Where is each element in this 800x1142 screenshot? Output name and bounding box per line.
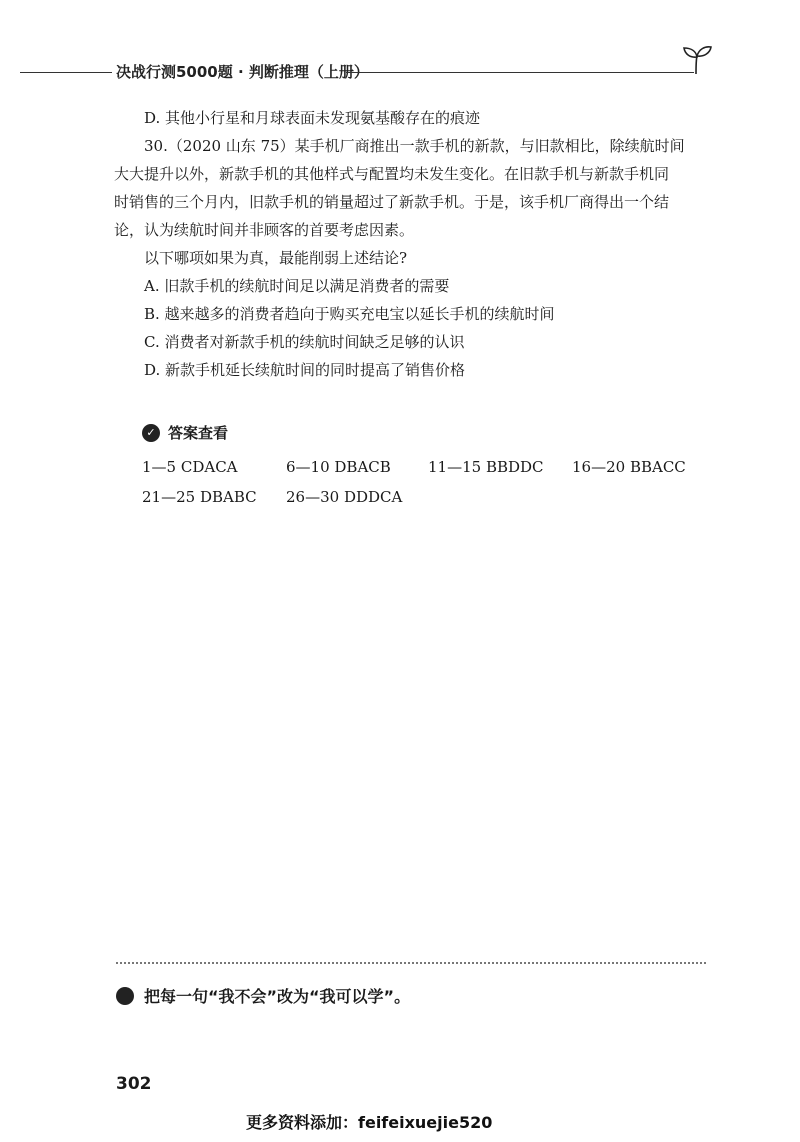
answers-heading-label: 答案查看 (168, 424, 229, 442)
answers-heading (142, 422, 228, 443)
page-number: 302 (116, 1074, 152, 1094)
option-d: D. 新款手机延长续航时间的同时提高了销售价格 (144, 361, 466, 379)
previous-option-d: D. 其他小行星和月球表面未发现氨基酸存在的痕迹 (144, 109, 481, 127)
question-body (114, 104, 714, 384)
watermark-text: 更多资料添加：feifeixuejie520 (246, 1113, 493, 1132)
answer-range: 11—15 BBDDC (428, 458, 544, 476)
running-header-title: 决战行测5000题 · 判断推理（上册） (116, 63, 369, 81)
option-c: C. 消费者对新款手机的续航时间缺乏足够的认识 (144, 333, 465, 351)
stem-line: 时销售的三个月内，旧款手机的销量超过了新款手机。于是，该手机厂商得出一个结 (114, 193, 670, 211)
stem-line: 大大提升以外，新款手机的其他样式与配置均未发生变化。在旧款手机与新款手机同 (114, 165, 670, 183)
sprout-badge-icon (116, 987, 134, 1005)
answer-range: 6—10 DBACB (286, 458, 391, 476)
footer-divider (116, 962, 706, 964)
answer-key-icon: ✓ (142, 424, 160, 442)
motto (116, 984, 410, 1007)
option-b: B. 越来越多的消费者趋向于购买充电宝以延长手机的续航时间 (144, 305, 555, 323)
answer-range: 26—30 DDDCA (286, 488, 403, 506)
option-a: A. 旧款手机的续航时间足以满足消费者的需要 (144, 277, 450, 295)
answer-range: 1—5 CDACA (142, 458, 238, 476)
header-rule-right (346, 72, 694, 73)
header-rule-left (20, 72, 112, 73)
stem-line: 30.（2020 山东 75）某手机厂商推出一款手机的新款，与旧款相比，除续航时间 (144, 137, 685, 155)
stem-line: 论，认为续航时间并非顾客的首要考虑因素。 (114, 221, 415, 239)
answer-range: 16—20 BBACC (572, 458, 686, 476)
sprout-icon (680, 44, 714, 76)
question-prompt: 以下哪项如果为真，最能削弱上述结论? (144, 249, 408, 267)
answer-range: 21—25 DBABC (142, 488, 257, 506)
motto-text: 把每一句“我不会”改为“我可以学”。 (144, 987, 411, 1006)
